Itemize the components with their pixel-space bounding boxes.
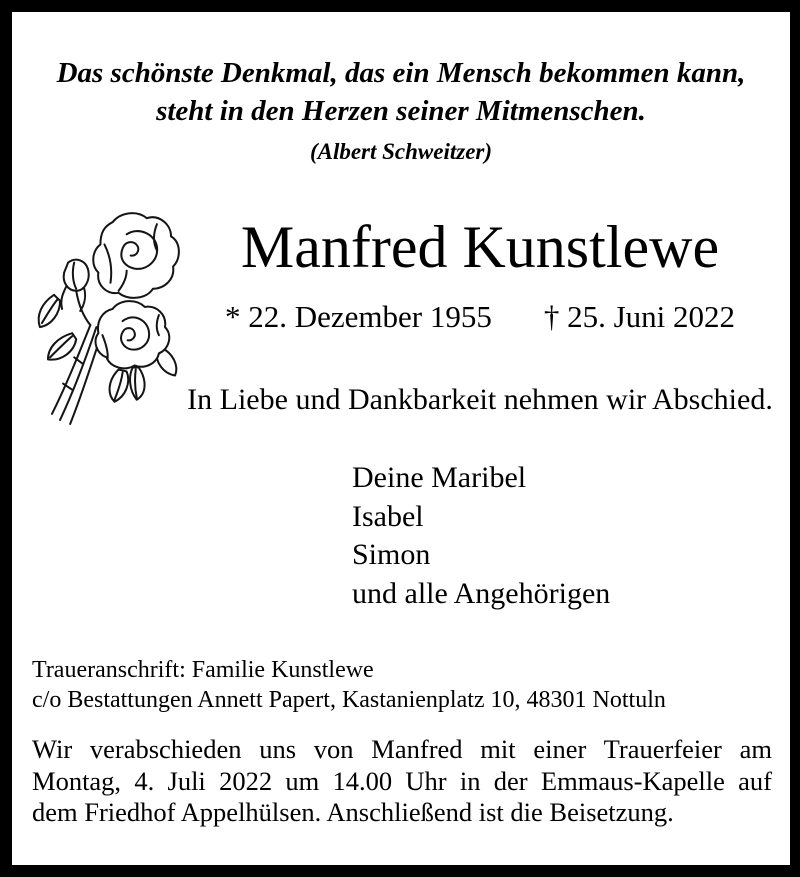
announcement-line-2: Montag, 4. Juli 2022 um 14.00 Uhr in der Emmaus-Kapelle auf xyxy=(32,765,772,796)
mourner-line: Simon xyxy=(352,538,431,571)
address-line-2: c/o Bestattungen Annett Papert, Kastanienplatz 10, 48301 Nottuln xyxy=(32,687,666,713)
deceased-name: Manfred Kunstlewe xyxy=(240,214,720,280)
birth-date: * 22. Dezember 1955 xyxy=(224,299,492,334)
mourning-address xyxy=(32,655,666,715)
announcement-line-1: Wir verabschieden uns von Manfred mit einer Trauerfeier am xyxy=(32,734,772,764)
mourner-line: Isabel xyxy=(352,499,424,533)
funeral-announcement xyxy=(32,734,772,829)
mourner-line: und alle Angehörigen xyxy=(352,576,611,610)
mourners-list xyxy=(352,459,610,613)
quote-line-2: steht in den Herzen seiner Mitmenschen. xyxy=(156,95,646,127)
life-dates xyxy=(175,299,785,335)
farewell-line: In Liebe und Dankbarkeit nehmen wir Abschied. xyxy=(187,383,773,416)
quote-attribution: (Albert Schweitzer) xyxy=(309,139,493,164)
rose-icon xyxy=(32,198,187,430)
announcement-line-3: dem Friedhof Appelhülsen. Anschließend ist die Beisetzung. xyxy=(32,797,674,827)
quote-line-1: Das schönste Denkmal, das ein Mensch bekommen kann, xyxy=(56,57,746,89)
address-line-1: Traueranschrift: Familie Kunstlewe xyxy=(32,657,374,683)
death-date: † 25. Juni 2022 xyxy=(543,299,736,334)
memorial-quote xyxy=(12,54,790,130)
rose-illustration xyxy=(32,198,187,430)
mourner-line: Deine Maribel xyxy=(352,461,527,494)
